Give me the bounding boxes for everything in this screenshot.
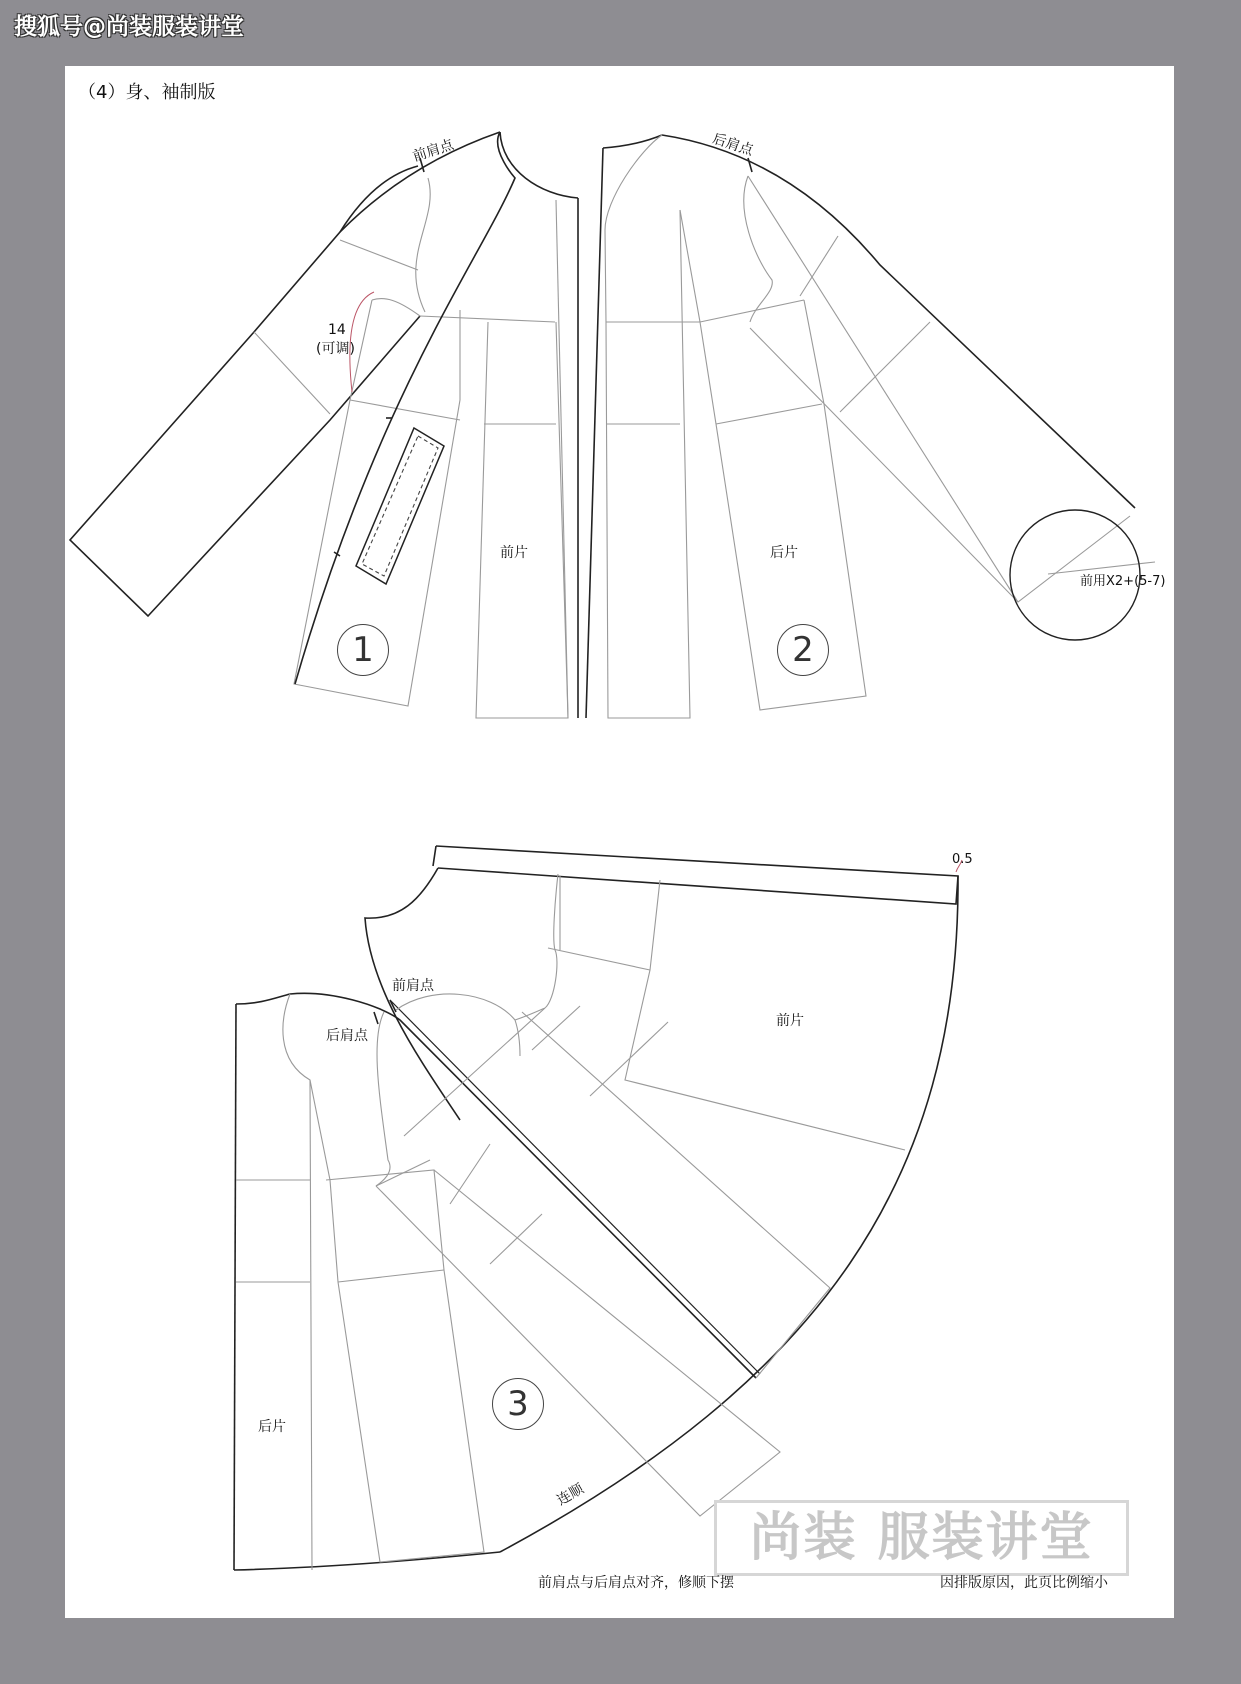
back-shoulder-label-2: 后肩点 [710,130,756,160]
front-piece-label-3: 前片 [776,1013,804,1029]
back-piece-label-3: 后片 [258,1419,286,1435]
align-note: 前肩点与后肩点对齐，修顺下摆 [538,1575,734,1591]
back-piece-label-2: 后片 [770,545,798,561]
front-shoulder-label-3: 前肩点 [392,978,434,994]
back-shoulder-label-3: 后肩点 [326,1028,368,1044]
watermark-top: 搜狐号@尚装服装讲堂 [14,14,244,40]
scale-note: 因排版原因，此页比例缩小 [940,1575,1108,1591]
front-shoulder-label-1: 前肩点 [410,136,456,166]
piece-1-lines [70,132,578,718]
hem-offset-label: 0.5 [952,852,973,867]
piece-2-lines [586,135,1155,718]
adjust-note-label: (可调) [316,341,355,357]
piece-number-3: 3 [492,1378,544,1430]
front-piece-label-1: 前片 [500,545,528,561]
sleeve-formula-label: 前用X2+(5-7) [1080,574,1166,589]
brand-watermark: 尚装 服装讲堂 [714,1500,1129,1576]
piece-number-1: 1 [337,624,389,676]
piece-number-2: 2 [777,624,829,676]
section-title: （4）身、袖制版 [78,82,216,103]
piece-3-lines [234,846,962,1570]
adjust-value-label: 14 [328,322,346,338]
smooth-connect-label: 连顺 [554,1480,587,1509]
